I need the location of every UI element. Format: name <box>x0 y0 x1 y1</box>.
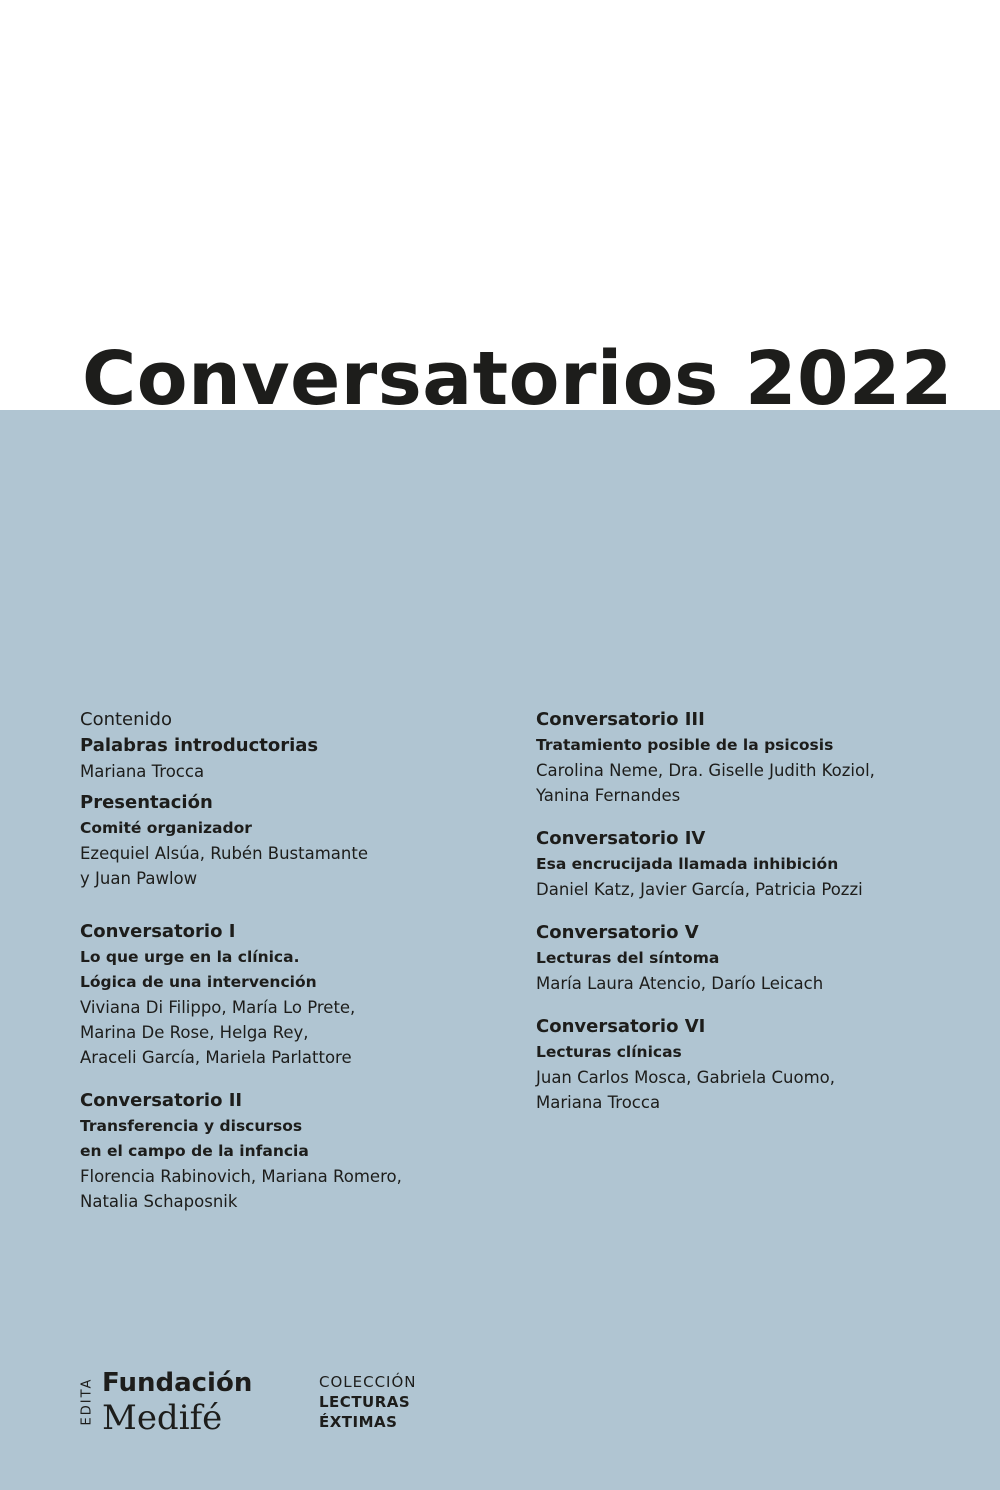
section-subtitle: Tratamiento posible de la psicosis <box>536 736 834 754</box>
publisher-logo-line1: Fundación <box>102 1368 253 1398</box>
section-subtitle: en el campo de la infancia <box>80 1142 309 1160</box>
section-conversatorio-5 <box>536 920 976 996</box>
edita-label <box>78 1370 96 1436</box>
section-authors: Natalia Schaposnik <box>80 1192 238 1211</box>
book-title: Conversatorios 2022 <box>82 336 953 422</box>
section-authors: Florencia Rabinovich, Mariana Romero, <box>80 1167 402 1186</box>
section-authors: Carolina Neme, Dra. Giselle Judith Koziol, <box>536 761 875 780</box>
section-authors: y Juan Pawlow <box>80 869 198 888</box>
edita-text: EDITA <box>79 1377 95 1426</box>
section-subtitle: Esa encrucijada llamada inhibición <box>536 855 839 873</box>
section-authors: Mariana Trocca <box>80 762 205 781</box>
section-authors: Juan Carlos Mosca, Gabriela Cuomo, <box>536 1068 835 1087</box>
publisher-footer <box>78 1368 578 1438</box>
section-conversatorio-2 <box>80 1088 520 1214</box>
section-subtitle: Transferencia y discursos <box>80 1117 303 1135</box>
section-heading: Conversatorio I <box>80 921 236 942</box>
contents-column-right <box>536 707 976 1115</box>
section-heading: Conversatorio II <box>80 1090 243 1111</box>
section-heading: Palabras introductorias <box>80 735 319 756</box>
section-conversatorio-4 <box>536 826 976 902</box>
section-authors: Yanina Fernandes <box>536 786 681 805</box>
section-subtitle: Lecturas clínicas <box>536 1043 682 1061</box>
section-authors: Viviana Di Filippo, María Lo Prete, <box>80 998 356 1017</box>
section-heading: Presentación <box>80 792 213 813</box>
collection-line: COLECCIÓN <box>319 1373 417 1391</box>
section-conversatorio-1 <box>80 919 520 1070</box>
collection-label <box>319 1372 417 1432</box>
section-heading: Conversatorio VI <box>536 1016 706 1037</box>
section-conversatorio-6 <box>536 1014 976 1115</box>
section-subtitle: Lecturas del síntoma <box>536 949 720 967</box>
section-authors: Marina De Rose, Helga Rey, <box>80 1023 309 1042</box>
section-subtitle: Comité organizador <box>80 819 252 837</box>
section-authors: Ezequiel Alsúa, Rubén Bustamante <box>80 844 368 863</box>
section-heading: Conversatorio IV <box>536 828 706 849</box>
section-heading: Conversatorio III <box>536 709 705 730</box>
section-authors: Araceli García, Mariela Parlattore <box>80 1048 352 1067</box>
section-conversatorio-3 <box>536 707 976 808</box>
contents-column-left <box>80 707 520 1214</box>
section-authors: María Laura Atencio, Darío Leicach <box>536 974 824 993</box>
section-heading: Conversatorio V <box>536 922 699 943</box>
contents-label: Contenido <box>80 709 172 730</box>
section-authors: Mariana Trocca <box>536 1093 661 1112</box>
section-authors: Daniel Katz, Javier García, Patricia Pozzi <box>536 880 863 899</box>
collection-line: ÉXTIMAS <box>319 1413 398 1431</box>
section-intro <box>80 733 520 784</box>
publisher-logo-line2: Medifé <box>102 1398 223 1438</box>
section-subtitle: Lógica de una intervención <box>80 973 317 991</box>
section-presentation <box>80 790 520 891</box>
collection-line: LECTURAS <box>319 1393 411 1411</box>
section-subtitle: Lo que urge en la clínica. <box>80 948 300 966</box>
